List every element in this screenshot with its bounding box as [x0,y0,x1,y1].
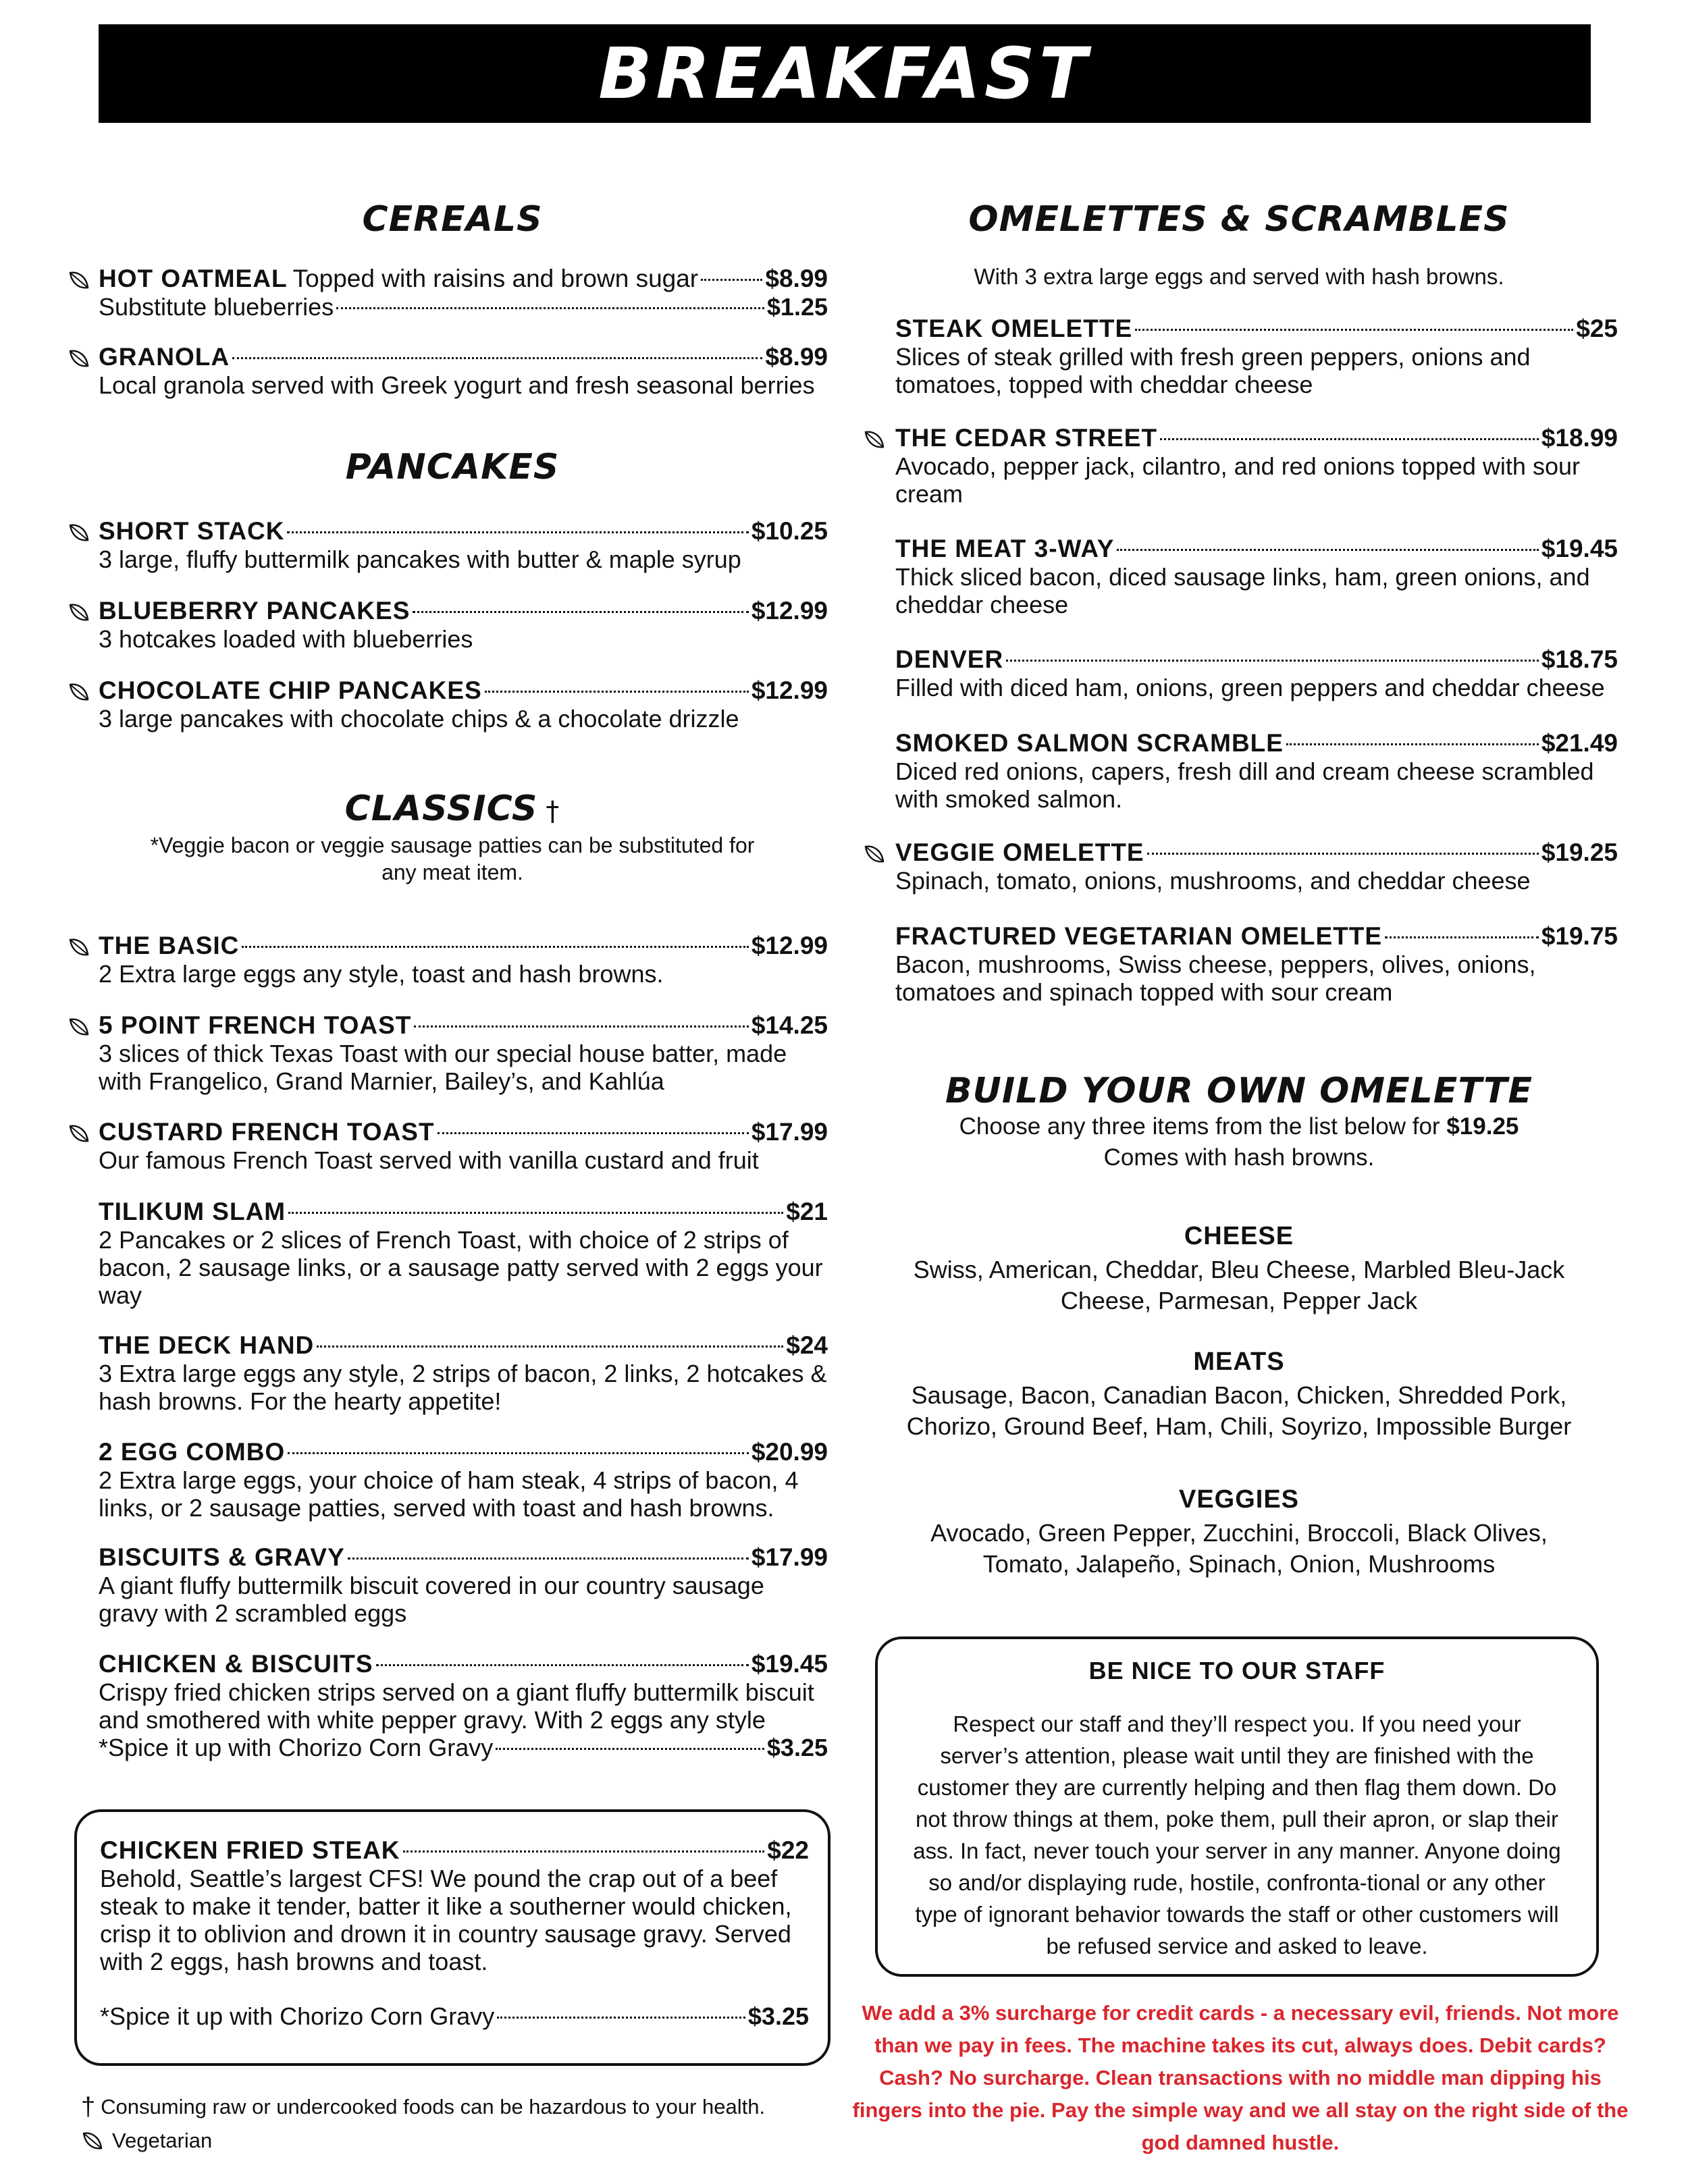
leaf-icon [68,521,90,544]
item-name: BISCUITS & GRAVY [99,1543,345,1571]
leader-dots [287,531,748,533]
leader-dots [1160,438,1539,440]
menu-item-veggie-omelette [895,838,1618,895]
menu-item-2-egg-combo [99,1438,828,1522]
leader-dots [232,357,762,359]
item-desc: 3 slices of thick Texas Toast with our special house batter, made with Frangelico, Grand Marnier, Bailey’s, and Kahlúa [99,1040,787,1095]
byo-intro [851,1111,1627,1173]
menu-item-the-meat-3-way [895,535,1618,618]
item-price: $18.99 [1541,424,1618,452]
footnote-veg [81,2128,212,2154]
item-desc: 3 hotcakes loaded with blueberries [99,625,473,653]
staff-notice-box [875,1636,1599,1977]
omelettes-title: OMELETTES & SCRAMBLES [968,199,1510,240]
menu-item-chocolate-chip-pancakes [99,676,828,733]
item-price: $8.99 [765,343,828,371]
sub-text: *Spice it up with Chorizo Corn Gravy [100,2002,495,2030]
leader-dots [485,691,749,693]
menu-item-steak-omelette [895,315,1618,398]
leader-dots [438,1132,749,1134]
menu-item-fractured-vegetarian-omelette [895,922,1618,1006]
dagger-mark: † [546,796,560,827]
footnote-veg-text: Vegetarian [112,2129,213,2152]
item-name: TILIKUM SLAM [99,1198,286,1225]
cereals-title: CEREALS [362,199,543,240]
item-name: THE DECK HAND [99,1331,315,1359]
item-desc: 3 large, fluffy buttermilk pancakes with butter & maple syrup [99,545,741,573]
menu-item-blueberry-pancakes [99,597,828,653]
veggies-title: VEGGIES [1178,1485,1300,1514]
leaf-icon [68,936,90,959]
item-name: THE MEAT 3-WAY [895,535,1115,562]
omelettes-note: With 3 extra large eggs and served with hash browns. [974,264,1504,289]
leader-dots [1385,936,1539,938]
byo-line1: Choose any three items from the list below for [959,1113,1440,1140]
item-name: GRANOLA [99,343,230,371]
menu-item-the-cedar-street [895,424,1618,508]
item-price: $19.45 [1541,535,1618,562]
classics-title [68,789,837,832]
cheese-title: CHEESE [1184,1222,1294,1250]
item-desc: Bacon, mushrooms, Swiss cheese, peppers, olives, onions, tomatoes and spinach topped with sour cream [895,951,1536,1006]
sub-price: $3.25 [747,2002,809,2030]
leader-dots [1135,329,1573,331]
leader-dots [701,279,762,281]
leader-dots [1147,853,1539,855]
item-name: SHORT STACK [99,517,285,545]
item-name: FRACTURED VEGETARIAN OMELETTE [895,922,1383,950]
item-desc: Crispy fried chicken strips served on a giant fluffy buttermilk biscuit and smothered with white pepper gravy. With 2 eggs any style [99,1678,814,1734]
menu-item-granola [99,343,828,399]
item-price: $19.25 [1541,838,1618,866]
classics-note: *Veggie bacon or veggie sausage patties can be substituted for any meat item. [150,833,755,884]
menu-item-smoked-salmon-scramble [895,729,1618,813]
item-price: $17.99 [751,1543,828,1571]
leaf-icon [68,269,90,292]
leader-dots [288,1212,783,1214]
leader-dots [317,1346,783,1348]
leaf-icon [863,843,886,865]
item-name: BLUEBERRY PANCAKES [99,597,411,624]
leader-dots [242,946,748,948]
item-name: STEAK OMELETTE [895,315,1133,342]
sub-text: *Spice it up with Chorizo Corn Gravy [99,1734,494,1761]
byo-price: $19.25 [1446,1113,1519,1140]
leaf-icon [863,428,886,451]
menu-item-5-point-french-toast [99,1011,828,1095]
leader-dots [497,2017,745,2019]
menu-item-denver [895,645,1618,701]
item-desc: 3 Extra large eggs any style, 2 strips of bacon, 2 links, 2 hotcakes & hash browns. For the hearty appetite! [99,1360,827,1415]
item-price: $21 [786,1198,828,1225]
menu-item-the-deck-hand [99,1331,828,1415]
item-extra: Topped with raisins and brown sugar [292,265,699,292]
meats-list: Sausage, Bacon, Canadian Bacon, Chicken, Shredded Pork, Chorizo, Ground Beef, Ham, Chili, Soyrizo, Impossible Burger [906,1381,1572,1440]
surcharge-notice: We add a 3% surcharge for credit cards - a necessary evil, friends. Not more than we pay in fees. The machine takes its cut, always does. Debit cards? Cash? No surcharge. Clean transactions with no middle man dipping his fingers into the pie. Pay the simple way and we all stay on the right side of the god damned hustle. [852,2001,1629,2154]
leader-dots [496,1748,764,1750]
item-price: $18.75 [1541,645,1618,673]
item-price: $24 [786,1331,828,1359]
chicken-fried-steak-box [74,1809,830,2066]
leader-dots [376,1664,749,1666]
item-name: THE BASIC [99,932,240,959]
item-price: $10.25 [751,517,828,545]
item-desc: A giant fluffy buttermilk biscuit covered in our country sausage gravy with 2 scrambled eggs [99,1572,764,1627]
leader-dots [1006,660,1539,662]
staff-body: Respect our staff and they’ll respect you. If you need your server’s attention, please wait until they are finished with the customer they are currently helping and then flag them down. Do not throw things at them, poke them, pull their apron, or slap their ass. In fact, never touch your server in any manner. Anyone doing so and/or displaying rude, hostile, confronta-tional or any other type of ignorant behavior towards the staff or other customers will be refused service and asked to leave. [913,1711,1561,1959]
footnote-raw [81,2094,765,2120]
meats-title: MEATS [1193,1348,1285,1376]
item-desc: Spinach, tomato, onions, mushrooms, and cheddar cheese [895,867,1531,895]
item-name: 2 EGG COMBO [99,1438,286,1466]
item-name: CHICKEN & BISCUITS [99,1650,373,1678]
item-price: $17.99 [751,1118,828,1146]
menu-item-chicken-fried-steak [100,1836,809,2030]
menu-item-the-basic [99,932,828,988]
leaf-icon [68,347,90,370]
item-price: $21.49 [1541,729,1618,757]
item-price: $14.25 [751,1011,828,1039]
leader-dots [414,1026,748,1028]
header-banner [99,24,1591,123]
item-desc: 3 large pancakes with chocolate chips & a chocolate drizzle [99,705,739,733]
item-name: HOT OATMEAL [99,265,288,292]
item-name: VEGGIE OMELETTE [895,838,1144,866]
item-name: DENVER [895,645,1004,673]
item-desc: Our famous French Toast served with vanilla custard and fruit [99,1146,759,1174]
sub-price: $3.25 [766,1734,828,1761]
item-price: $22 [767,1836,809,1864]
leaf-icon [68,1122,90,1145]
item-price: $8.99 [765,265,828,292]
page-title: BREAKFAST [598,32,1091,115]
menu-item-tilikum-slam [99,1198,828,1309]
leaf-icon [68,1015,90,1038]
sub-price: $1.25 [766,293,828,321]
item-name: CHOCOLATE CHIP PANCAKES [99,676,482,704]
item-price: $19.75 [1541,922,1618,950]
menu-item-hot-oatmeal [99,265,828,321]
item-desc: 2 Extra large eggs any style, toast and hash browns. [99,960,664,988]
item-desc: Behold, Seattle’s largest CFS! We pound the crap out of a beef steak to make it tender, batter it like a southerner would chicken, crisp it to oblivion and drown it in country sausage gravy. Served with 2 eggs, hash browns and toast. [100,1865,792,1975]
footnote-raw-text: Consuming raw or undercooked foods can be hazardous to your health. [101,2095,766,2119]
byo-title: BUILD YOUR OWN OMELETTE [945,1071,1533,1111]
menu-item-biscuits-gravy [99,1543,828,1627]
item-desc: 2 Extra large eggs, your choice of ham steak, 4 strips of bacon, 4 links, or 2 sausage patties, served with toast and hash browns. [99,1466,799,1522]
item-desc: Slices of steak grilled with fresh green peppers, onions and tomatoes, topped with cheddar cheese [895,343,1531,398]
item-desc: Local granola served with Greek yogurt and fresh seasonal berries [99,371,815,399]
item-price: $25 [1576,315,1618,342]
item-price: $20.99 [751,1438,828,1466]
leader-dots [288,1452,749,1454]
menu-item-chicken-biscuits [99,1650,828,1761]
item-desc: Thick sliced bacon, diced sausage links, ham, green onions, and cheddar cheese [895,563,1590,618]
item-name: SMOKED SALMON SCRAMBLE [895,729,1284,757]
item-desc: Filled with diced ham, onions, green peppers and cheddar cheese [895,674,1605,701]
pancakes-title: PANCAKES [345,447,560,487]
leader-dots [348,1557,749,1560]
cheese-list: Swiss, American, Cheddar, Bleu Cheese, Marbled Bleu-Jack Cheese, Parmesan, Pepper Jack [913,1256,1565,1314]
leader-dots [413,611,748,613]
leaf-icon [68,601,90,624]
veggies-list: Avocado, Green Pepper, Zucchini, Broccoli, Black Olives, Tomato, Jalapeño, Spinach, Onion, Mushrooms [930,1519,1548,1578]
sub-text: Substitute blueberries [99,293,334,321]
leader-dots [1117,549,1538,551]
item-price: $19.45 [751,1650,828,1678]
item-price: $12.99 [751,597,828,624]
menu-item-custard-french-toast [99,1118,828,1174]
item-name: CUSTARD FRENCH TOAST [99,1118,435,1146]
item-desc: 2 Pancakes or 2 slices of French Toast, with choice of 2 strips of bacon, 2 sausage links, or a sausage patty served with 2 eggs your way [99,1226,823,1309]
item-price: $12.99 [751,932,828,959]
leader-dots [336,307,764,309]
byo-line2: Comes with hash browns. [1103,1144,1375,1171]
leader-dots [1286,743,1539,745]
item-name: CHICKEN FRIED STEAK [100,1836,400,1864]
item-desc: Diced red onions, capers, fresh dill and cream cheese scrambled with smoked salmon. [895,757,1594,813]
item-name: 5 POINT FRENCH TOAST [99,1011,412,1039]
leaf-icon [81,2129,104,2152]
item-desc: Avocado, pepper jack, cilantro, and red onions topped with sour cream [895,452,1580,508]
leader-dots [403,1850,765,1853]
staff-title: BE NICE TO OUR STAFF [1088,1657,1386,1684]
leaf-icon [68,681,90,703]
item-price: $12.99 [751,676,828,704]
item-name: THE CEDAR STREET [895,424,1158,452]
dagger-mark: † [81,2093,96,2121]
classics-title-text: CLASSICS [344,789,538,829]
menu-item-short-stack [99,517,828,573]
